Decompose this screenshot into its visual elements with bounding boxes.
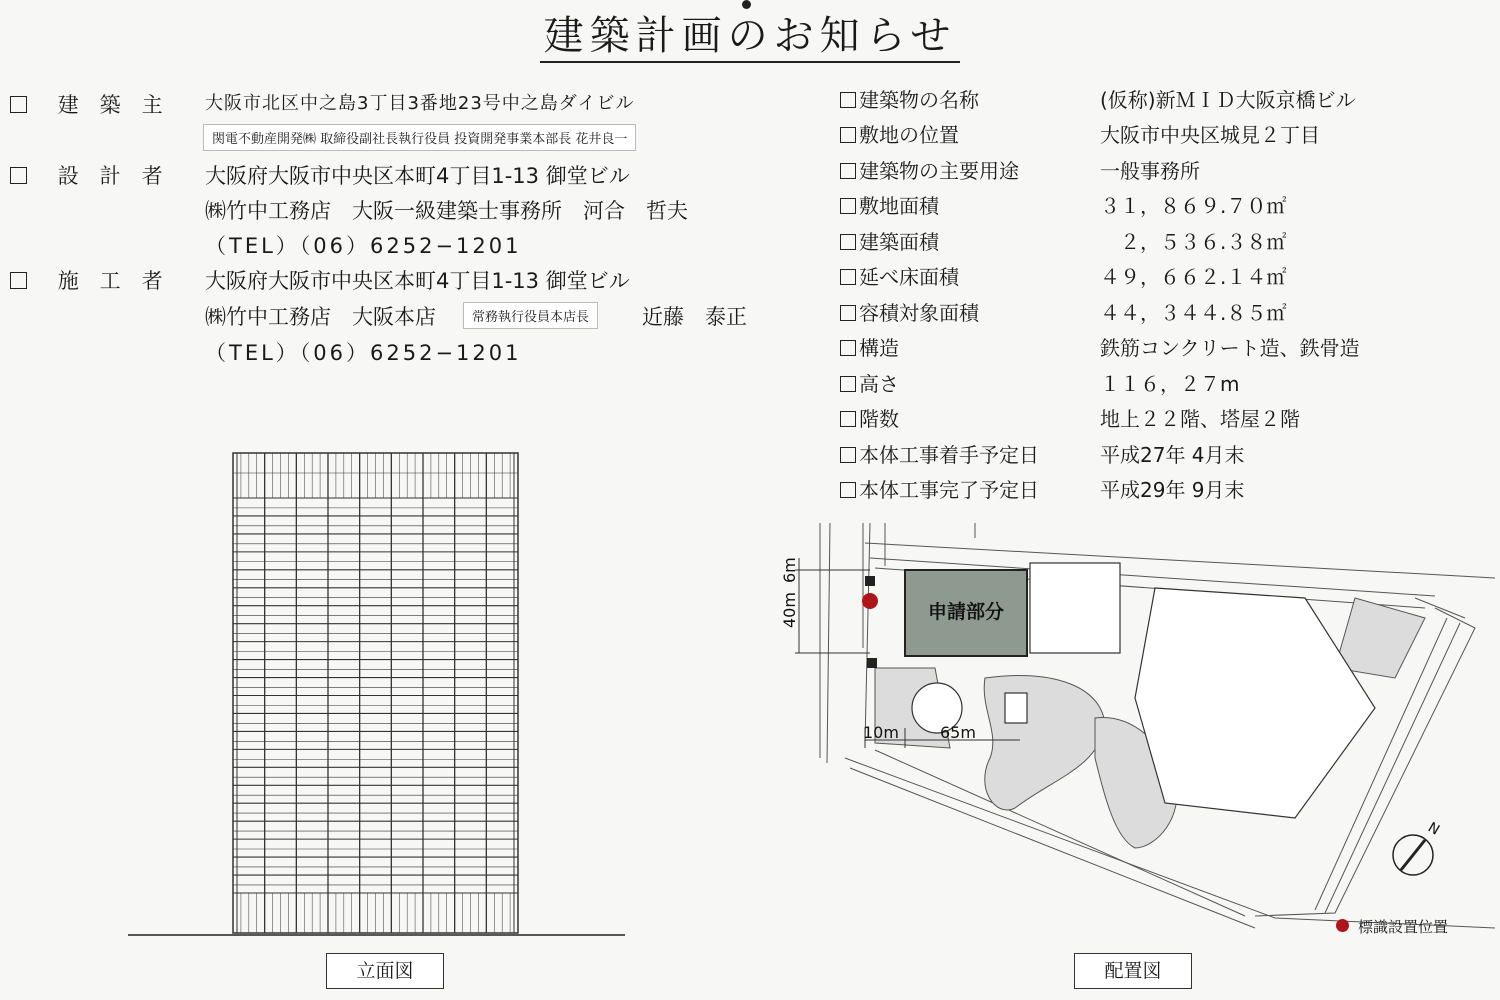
spec-label: 建築物の名称 [859,88,979,112]
spec-row [840,155,1019,184]
builder-company: ㈱竹中工務店 大阪本店 [205,305,436,329]
notice-title [0,4,1500,61]
owner-row [10,89,163,119]
spec-row [840,439,1039,468]
spec-label: 容積対象面積 [859,301,979,325]
spec-row [840,190,939,219]
dim-65m: 65m [940,723,976,742]
builder-title: 常務執行役員本店長 [463,302,598,329]
spec-value: 鉄筋コンクリート造、鉄骨造 [1100,336,1360,360]
owner-address: 大阪市北区中之島3丁目3番地23号中之島ダイビル [205,93,635,114]
owner-label: 建 築 主 [57,93,163,117]
spec-label: 構造 [859,336,899,360]
dim-6m: 6m [780,557,799,583]
legend-label: 標識設置位置 [1358,918,1449,936]
checkbox-icon [840,234,856,250]
notice-title-text: 建築計画のお知らせ [540,13,961,63]
elevation-drawing [120,445,640,940]
elevation-caption: 立面図 [326,953,444,989]
spec-value: 地上２２階、塔屋２階 [1100,407,1300,431]
checkbox-icon [840,127,856,143]
designer-tel: （TEL）（06）6252−1201 [205,234,522,258]
application-area-label: 申請部分 [927,601,1005,623]
checkbox-icon [10,96,27,113]
checkbox-icon [840,447,856,463]
spec-label: 本体工事着手予定日 [859,443,1039,467]
spec-value: ４９，６６２.１４㎡ [1100,265,1287,289]
spec-row [840,84,979,113]
pin-dot [742,0,751,9]
spec-row [840,119,959,148]
spec-row [840,474,1039,503]
designer-row [10,160,163,190]
north-label: N [1425,819,1443,839]
designer-label: 設 計 者 [57,164,163,188]
checkbox-icon [840,411,856,427]
builder-tel: （TEL）（06）6252−1201 [205,341,522,365]
spec-label: 階数 [859,407,899,431]
checkbox-icon [840,163,856,179]
spec-label: 敷地面積 [859,194,939,218]
builder-address: 大阪府大阪市中央区本町4丁目1-13 御堂ビル [205,269,630,293]
site-plan-drawing [775,518,1495,948]
checkbox-icon [10,167,27,184]
spec-row [840,403,899,432]
spec-label: 敷地の位置 [859,123,959,147]
builder-row [10,265,163,295]
designer-company: ㈱竹中工務店 大阪一級建築士事務所 河合 哲夫 [205,199,688,223]
spec-label: 建築面積 [859,230,939,254]
spec-value: ３１，８６９.７０㎡ [1100,194,1287,218]
owner-person: 関電不動産開発㈱ 取締役副社長執行役員 投資開発事業本部長 花井良一 [203,124,636,151]
designer-address: 大阪府大阪市中央区本町4丁目1-13 御堂ビル [205,164,630,188]
checkbox-icon [840,482,856,498]
spec-label: 延べ床面積 [859,265,959,289]
spec-row [840,261,959,290]
spec-value: 平成27年 4月末 [1100,443,1245,467]
spec-row [840,368,899,397]
spec-row [840,297,979,326]
builder-label: 施 工 者 [57,269,163,293]
north-arrow-icon [1393,820,1442,875]
dim-40m: 40m [780,592,799,628]
checkbox-icon [840,305,856,321]
checkbox-icon [840,340,856,356]
spec-row [840,226,939,255]
spec-label: 高さ [859,372,899,396]
spec-row [840,332,899,361]
dim-10m: 10m [863,723,899,742]
spec-value: 大阪市中央区城見２丁目 [1100,123,1320,147]
spec-label: 建築物の主要用途 [859,159,1019,183]
checkbox-icon [840,376,856,392]
checkbox-icon [840,198,856,214]
legend-marker-icon [1336,919,1349,932]
spec-value: ４４，３４４.８５㎡ [1100,301,1287,325]
sign-location-marker [862,593,878,609]
spec-value: 平成29年 9月末 [1100,478,1245,502]
spec-label: 本体工事完了予定日 [859,478,1039,502]
checkbox-icon [840,92,856,108]
site-plan-caption: 配置図 [1074,953,1192,989]
spec-value: (仮称)新ＭＩＤ大阪京橋ビル [1100,88,1356,112]
spec-value: １１６，２７m [1100,372,1240,396]
checkbox-icon [10,272,27,289]
spec-value: 一般事務所 [1100,159,1200,183]
checkbox-icon [840,269,856,285]
spec-value: ２，５３６.３８㎡ [1120,230,1287,254]
builder-person: 近藤 泰正 [642,305,747,329]
